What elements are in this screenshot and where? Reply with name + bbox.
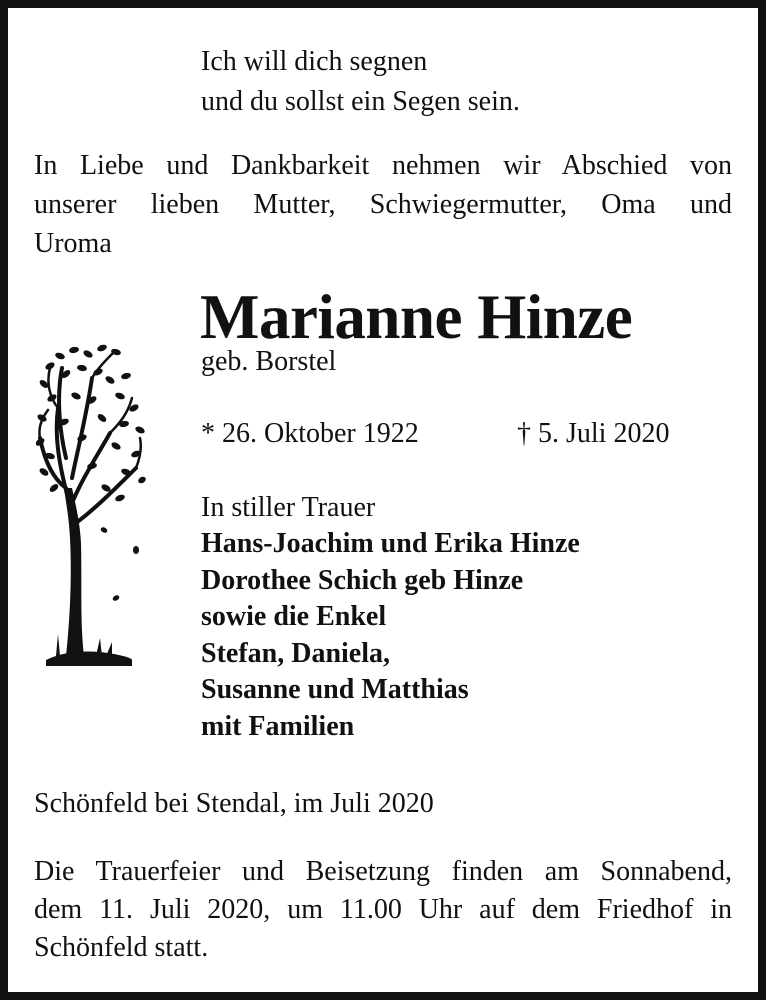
mourner-line: Susanne und Matthias bbox=[201, 674, 469, 705]
mourners-list bbox=[201, 526, 580, 745]
bible-verse bbox=[201, 42, 520, 122]
mourner-line: Dorothee Schich geb Hinze bbox=[201, 564, 524, 596]
intro-line-3: Uroma bbox=[34, 228, 112, 259]
mourner-line: mit Familien bbox=[201, 710, 355, 742]
maiden-name: geb. Borstel bbox=[201, 346, 337, 377]
mourner-line: Stefan, Daniela, bbox=[201, 637, 390, 669]
mourner-line: sowie die Enkel bbox=[201, 601, 387, 632]
mourner-line: Hans-Joachim und Erika Hinze bbox=[201, 528, 580, 559]
verse-line-1: Ich will dich segnen bbox=[201, 46, 428, 77]
intro-line-1: In Liebe und Dankbarkeit nehmen wir Abschied von bbox=[34, 150, 732, 181]
verse-line-2: und du sollst ein Segen sein. bbox=[201, 86, 520, 117]
funeral-line-2: dem 11. Juli 2020, um 11.00 Uhr auf dem Friedhof in bbox=[34, 894, 732, 925]
place-and-date: Schönfeld bei Stendal, im Juli 2020 bbox=[34, 788, 434, 819]
death-date: † 5. Juli 2020 bbox=[517, 418, 670, 449]
mourning-intro: In stiller Trauer bbox=[201, 492, 376, 523]
farewell-intro bbox=[34, 146, 732, 263]
funeral-announcement bbox=[34, 853, 732, 967]
birth-date: * 26. Oktober 1922 bbox=[201, 418, 419, 449]
tree-icon bbox=[36, 338, 146, 668]
funeral-line-1: Die Trauerfeier und Beisetzung finden am Sonnabend, bbox=[34, 856, 732, 887]
deceased-name: Marianne Hinze bbox=[200, 282, 633, 352]
intro-line-2: unserer lieben Mutter, Schwiegermutter, Oma und bbox=[34, 189, 732, 220]
funeral-line-3: Schönfeld statt. bbox=[34, 932, 209, 963]
